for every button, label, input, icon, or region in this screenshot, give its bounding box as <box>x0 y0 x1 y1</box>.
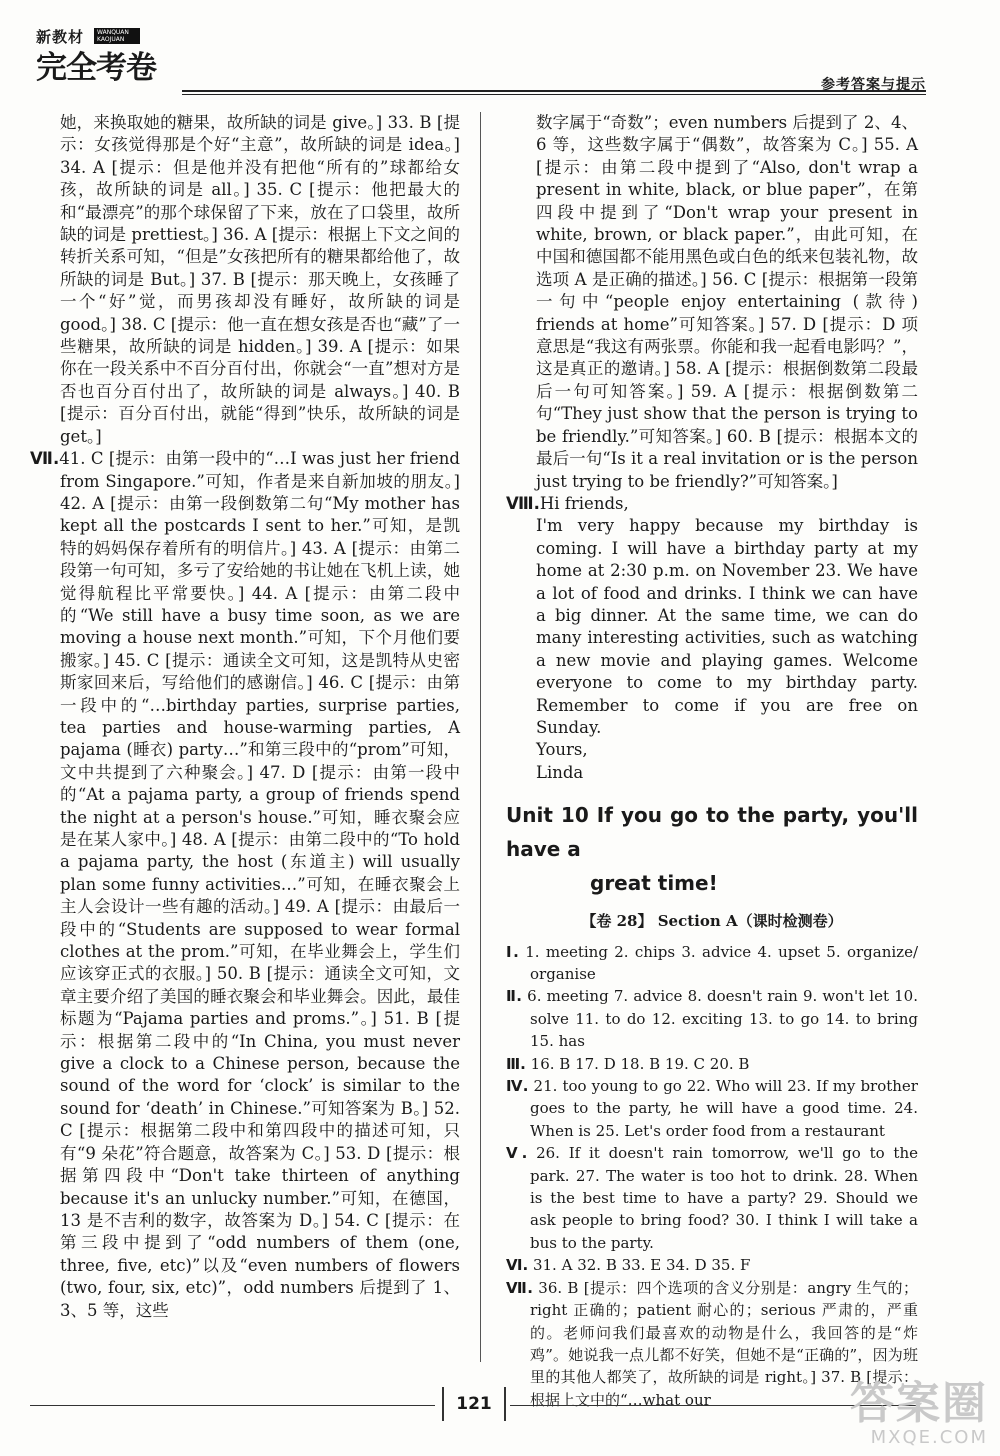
row-text: 36. B [提示：四个选项的含义分别是：angry 生气的；right 正确的；patient 耐心的；serious 严肃的，严重的。老师问我们最喜欢的动物是什么，我回答的是“炸鸡”。她说我一点儿都不好笑，但她不是“正确的”，因为班里的其他人都笑了，故所缺的词是 right。] 37. B [提示：根据上文中的“…what our <box>530 1278 918 1409</box>
section-label: Ⅶ. <box>30 449 60 469</box>
column-divider <box>480 112 481 1362</box>
row-label: Ⅴ. <box>506 1144 528 1163</box>
unit-title <box>506 798 918 900</box>
brand-small: 新教材 <box>36 28 85 46</box>
row-label: Ⅰ. <box>506 942 519 961</box>
watermark-logo <box>850 1378 988 1448</box>
header-rule-thin <box>182 94 926 95</box>
answer-section-8 <box>506 493 918 515</box>
right-column <box>506 112 918 1411</box>
page-number: 121 <box>442 1387 506 1421</box>
answer-block-36-40: 她，来换取她的糖果，故所缺的词是 give。] 33. B [提示：女孩觉得那是个好“主意”，故所缺的词是 idea。] 34. A [提示：但是他并没有把他“所有的”球都给女孩，故所缺的词是 all。] 35. C [提示：他把最大的和“最漂亮”的那个球保留了下来，放在了口袋里，故所缺的词是 prettiest。] 36. A [提示：根据上下文之间的转折关系可知，“但是”女孩把所有的糖果都给他了，故所缺的词是 But。] 37. B [提示：那天晚上，女孩睡了一个“好”觉，而男孩却没有睡好，故所缺的词是 good。] 38. C [提示：他一直在想女孩是否也“藏”了一些糖果，故所缺的词是 hidden。] 39. A [提示：如果你在一段关系中不百分百付出，你就会“一直”想对方是否也百分百付出了，故所缺的词是 always。] 40. B [提示：百分百付出，就能“得到”快乐，故所缺的词是 get。] <box>60 113 460 446</box>
letter-greeting: Hi friends, <box>539 493 629 513</box>
row-text: 26. If it doesn't rain tomorrow, we'll go to the park. 27. The water is too hot to drink. 28. When is the best time to have a party? 29. Should we ask people to bring food? 30. I think I will take a bus to the party. <box>530 1144 918 1252</box>
unit-title-line-2: great time! <box>590 871 718 896</box>
row-text: 6. meeting 7. advice 8. doesn't rain 9. won't let 10. solve 11. to do 12. exciting 13. to go 14. to bring 15. has <box>527 987 918 1051</box>
letter-signature: Linda <box>536 762 584 782</box>
answer-row <box>506 941 918 986</box>
brand-en: WANQUAN KAOJUAN <box>94 28 140 44</box>
watermark-text: 答案圈 <box>850 1378 988 1429</box>
header-rule <box>182 90 926 92</box>
answer-row <box>506 985 918 1052</box>
page-footer <box>30 1385 920 1421</box>
section-heading: 【卷 28】 Section A（课时检测卷） <box>581 912 843 931</box>
answer-block-54-60: 数字属于“奇数”；even numbers 后提到了 2、4、6 等，这些数字属于“偶数”，故答案为 C。] 55. A [提示：由第二段中提到了“Also, don't wrap a present in white, black, or blue paper”，在第四段中提到了“Don't wrap your present in white, brown, or black paper.”，由此可知，在中国和德国都不能用黑色或白色的纸来包装礼物，故选项 A 是正确的描述。] 56. C [提示：根据第一段第一句中“people enjoy entertaining (款待) friends at home”可知答案。] 57. D [提示：D 项意思是“我这有两张票。你能和我一起看电影吗？”，这是真正的邀请。] 58. A [提示：根据倒数第二段最后一句可知答案。] 59. A [提示：根据倒数第二句“They just show that the person is trying to be friendly.”可知答案。] 60. B [提示：根据本文的最后一句“Is it a real invitation or is the person just trying to be friendly?”可知答案。] <box>536 113 918 491</box>
letter-closing: Yours, <box>536 740 588 760</box>
page-header <box>36 26 926 96</box>
answer-row <box>506 1142 918 1254</box>
row-text: 31. A 32. B 33. E 34. D 35. F <box>532 1256 751 1275</box>
section-label: Ⅷ. <box>506 493 540 513</box>
unit-title-line-1: Unit 10 If you go to the party, you'll have a <box>506 803 918 862</box>
row-label: Ⅲ. <box>506 1054 526 1073</box>
footer-rule-left <box>30 1405 435 1406</box>
letter-body: I'm very happy because my birthday is coming. I will have a birthday party at my home at 2:30 p.m. on November 23. We have a lot of food and drinks. I think we can have a big dinner. At the same time, we can do many interesting activities, such as watching a new movie and playing games. Welcome everyone to come to my birthday party. Remember to come if you are free on Sunday. <box>536 516 918 737</box>
row-text: 21. too young to go 22. Who will 23. If my brother goes to the party, he will have a good time. 24. When is 25. Let's order food from a restaurant <box>530 1077 918 1140</box>
section-text: 41. C [提示：由第一段中的“…I was just her friend from Singapore.”可知，作者是来自新加坡的朋友。] 42. A [提示：由第一段倒数第二句“My mother has kept all the postcards I sent to her.”可知，是凯特的妈妈保存着所有的明信片。] 43. A [提示：由第二段第一句可知，多亏了安给她的书让她在飞机上读，她觉得航程比平常要快。] 44. A [提示：由第二段中的“We still have a busy time soon, as we are moving a house next month.”可知，下个月他们要搬家。] 45. C [提示：通读全文可知，这是凯特从史密斯家回来后，写给他们的感谢信。] 46. C [提示：由第一段中的“…birthday parties, surprise parties, tea parties and house-warming parties, A pajama (睡衣) party…”和第三段中的“prom”可知，文中共提到了六种聚会。] 47. D [提示：由第一段中的“At a pajama party, a group of friends spend the night at a person's house.”可知，睡衣聚会应是在某人家中。] 48. A [提示：由第二段中的“To hold a pajama party, the host (东道主) will usually plan some funny activities…”可知，在睡衣聚会上主人会设计一些有趣的活动。] 49. A [提示：由最后一段中的“Students are supposed to wear formal clothes at the prom.”可知，在毕业舞会上，学生们应该穿正式的衣服。] 50. B [提示：通读全文可知，文章主要介绍了美国的睡衣聚会和毕业舞会。因此，最佳标题为“Pajama parties and proms.”。] 51. B [提示：根据第二段中的“In China, you must never give a clock to a Chinese person, because the sound of the word for ‘clock’ is similar to the sound for ‘death’ in Chinese.”可知答案为 B。] 52. C [提示：根据第二段中和第四段中的描述可知，只有“9 朵花”符合题意，故答案为 C。] 53. D [提示：根据第四段中“Don't take thirteen of anything because it's an unlucky number.”可知，在德国，13 是不吉利的数字，故答案为 D。] 54. C [提示：在第三段中提到了“odd numbers of them (one, three, five, etc)”以及“even numbers of flowers (two, four, six, etc)”，odd numbers 后提到了 1、3、5 等，这些 <box>59 449 460 1320</box>
left-column <box>30 112 460 1322</box>
running-title: 参考答案与提示 <box>821 77 926 93</box>
row-label: Ⅵ. <box>506 1256 529 1275</box>
watermark-url: MXQE.COM <box>870 1427 988 1448</box>
row-label: Ⅶ. <box>506 1278 533 1297</box>
brand-logo: 完全考卷 <box>36 50 156 86</box>
row-text: 1. meeting 2. chips 3. advice 4. upset 5. organize/ organise <box>525 942 918 983</box>
row-label: Ⅱ. <box>506 987 522 1006</box>
answer-row <box>506 1254 918 1276</box>
answer-row <box>506 1075 918 1142</box>
row-label: Ⅳ. <box>506 1077 529 1096</box>
answer-row <box>506 1053 918 1075</box>
row-text: 16. B 17. D 18. B 19. C 20. B <box>530 1054 750 1073</box>
answer-section-7 <box>30 448 460 1322</box>
